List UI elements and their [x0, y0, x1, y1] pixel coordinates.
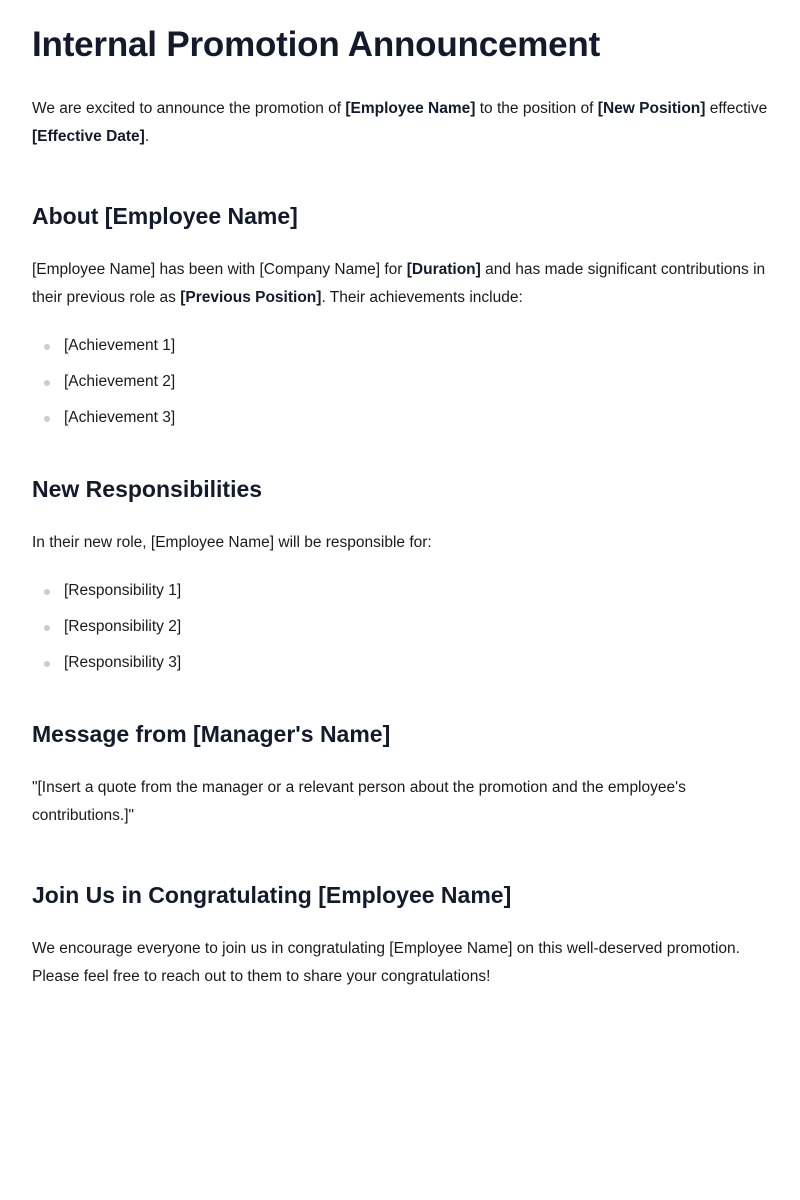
congrats-paragraph: We encourage everyone to join us in congratulating [Employee Name] on this well-deserved promotion. Please feel free to reach out to them to share your congratulations! — [32, 940, 740, 985]
achievements-list — [32, 332, 768, 432]
bullet-dot-icon — [44, 625, 50, 631]
congrats-section — [32, 880, 768, 991]
responsibility-text: [Responsibility 3] — [64, 654, 182, 671]
about-text-3: . Their achievements include: — [321, 289, 523, 306]
bullet-dot-icon — [44, 380, 50, 386]
bullet-dot-icon — [44, 416, 50, 422]
responsibilities-heading: New Responsibilities — [32, 476, 263, 502]
about-paragraph — [32, 256, 768, 312]
list-item — [32, 613, 768, 641]
about-section — [32, 201, 768, 432]
about-text-2: and has made significant contributions in their previous role as — [32, 261, 766, 306]
previous-position-placeholder: [Previous Position] — [180, 289, 322, 306]
about-text-1: [Employee Name] has been with [Company Name] for — [32, 261, 407, 278]
effective-date-placeholder: [Effective Date] — [32, 128, 145, 145]
responsibilities-list — [32, 577, 768, 677]
list-item — [32, 577, 768, 605]
achievement-text: [Achievement 3] — [64, 409, 176, 426]
intro-text-1: We are excited to announce the promotion of — [32, 100, 346, 117]
achievement-text: [Achievement 1] — [64, 337, 176, 354]
duration-placeholder: [Duration] — [406, 261, 481, 278]
responsibility-text: [Responsibility 2] — [64, 618, 182, 635]
employee-name-placeholder: [Employee Name] — [345, 100, 476, 117]
list-item — [32, 332, 768, 360]
intro-paragraph — [32, 95, 768, 151]
new-position-placeholder: [New Position] — [597, 100, 706, 117]
intro-text-4: . — [144, 128, 150, 145]
bullet-dot-icon — [44, 589, 50, 595]
page-title: Internal Promotion Announcement — [32, 25, 601, 64]
list-item — [32, 649, 768, 677]
list-item — [32, 404, 768, 432]
message-heading: Message from [Manager's Name] — [32, 721, 391, 747]
bullet-dot-icon — [44, 661, 50, 667]
responsibilities-paragraph: In their new role, [Employee Name] will be responsible for: — [32, 534, 432, 551]
message-section — [32, 719, 768, 830]
intro-text-2: to the position of — [475, 100, 598, 117]
responsibilities-section — [32, 474, 768, 677]
message-quote: "[Insert a quote from the manager or a relevant person about the promotion and the employee's contributions.]" — [32, 779, 686, 824]
congrats-heading: Join Us in Congratulating [Employee Name] — [32, 882, 512, 908]
about-heading: About [Employee Name] — [32, 203, 298, 229]
intro-text-3: effective — [705, 100, 768, 117]
responsibility-text: [Responsibility 1] — [64, 582, 182, 599]
achievement-text: [Achievement 2] — [64, 373, 176, 390]
list-item — [32, 368, 768, 396]
bullet-dot-icon — [44, 344, 50, 350]
